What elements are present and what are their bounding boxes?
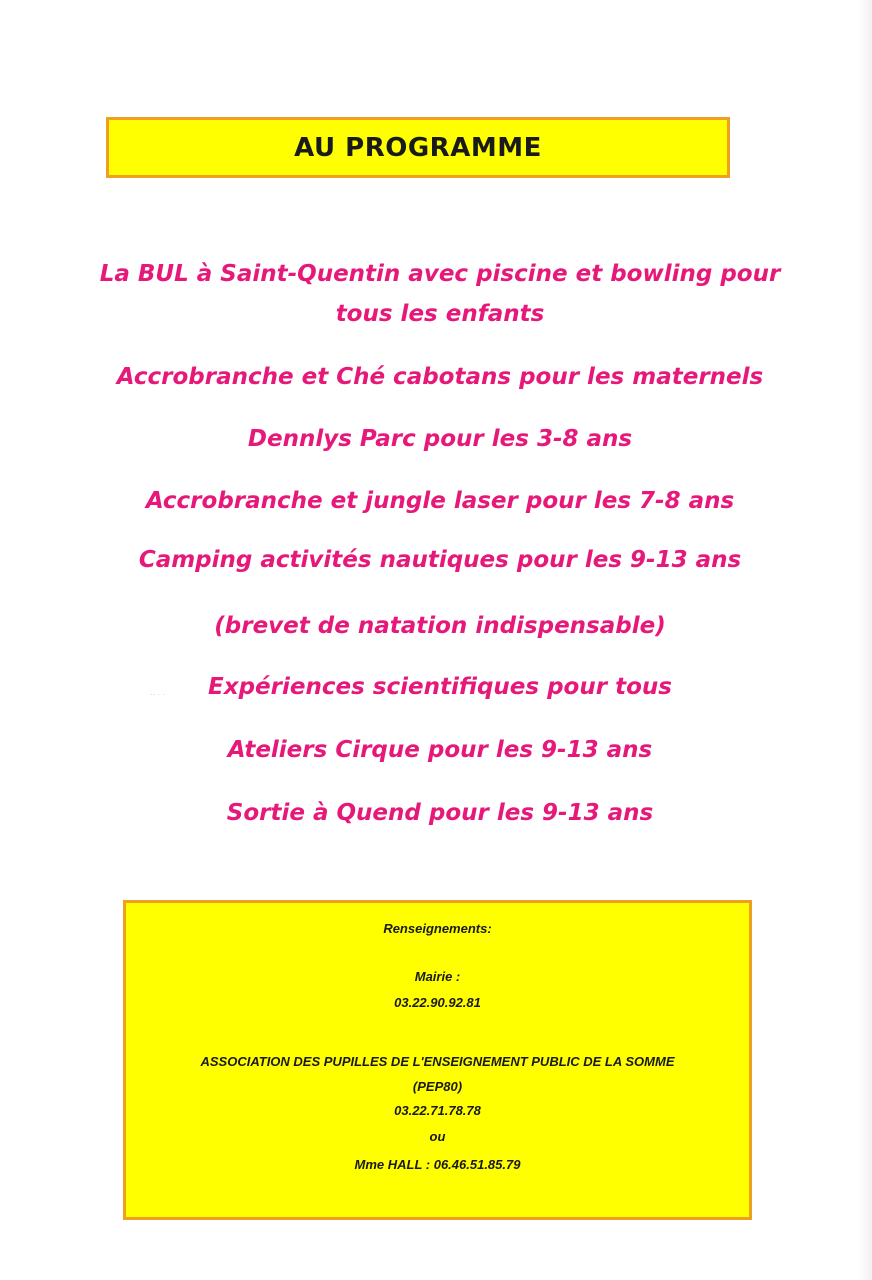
program-item-quend: Sortie à Quend pour les 9-13 ans — [226, 800, 654, 826]
program-item-camping: Camping activités nautiques pour les 9-13 ans — [138, 547, 742, 573]
program-item-cirque: Ateliers Cirque pour les 9-13 ans — [227, 737, 653, 763]
title-banner — [106, 117, 730, 178]
info-heading: Renseignements: — [383, 921, 492, 936]
association-phone: 03.22.71.78.78 — [394, 1103, 481, 1118]
program-item-bul: La BUL à Saint-Quentin avec piscine et bowling pour tous les enfants — [99, 261, 781, 327]
program-item-jungle-laser: Accrobranche et jungle laser pour les 7-8 ans — [145, 488, 735, 514]
info-box — [123, 900, 752, 1220]
association-short-name: (PEP80) — [412, 1079, 463, 1094]
or-separator: ou — [429, 1129, 446, 1144]
scan-artifact: ·· · · — [150, 690, 166, 699]
association-name: ASSOCIATION DES PUPILLES DE L'ENSEIGNEMENT PUBLIC DE LA SOMME — [200, 1054, 675, 1069]
page-edge — [858, 0, 872, 1280]
program-item-accrobranche-maternels: Accrobranche et Ché cabotans pour les maternels — [116, 364, 764, 390]
mairie-phone: 03.22.90.92.81 — [394, 995, 481, 1010]
page-title: AU PROGRAMME — [294, 132, 542, 163]
mairie-label: Mairie : — [414, 969, 461, 984]
program-item-dennlys-parc: Dennlys Parc pour les 3-8 ans — [247, 426, 633, 452]
program-item-experiences: Expériences scientifiques pour tous — [208, 674, 672, 700]
program-item-brevet-note: (brevet de natation indispensable) — [214, 613, 666, 639]
contact-hall: Mme HALL : 06.46.51.85.79 — [354, 1157, 521, 1172]
